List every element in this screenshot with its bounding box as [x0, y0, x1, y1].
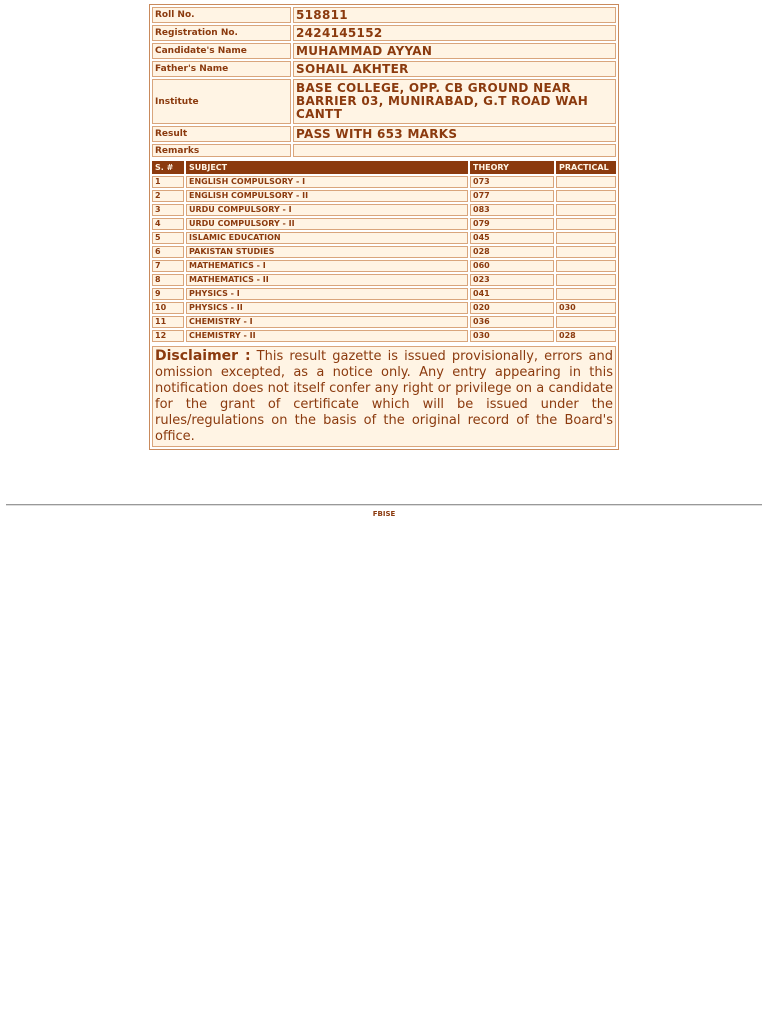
registration-row [152, 25, 616, 41]
candidate-name-row [152, 43, 616, 59]
row-practical [556, 260, 616, 272]
registration-value: 2424145152 [293, 25, 616, 41]
row-theory: 041 [470, 288, 554, 300]
row-theory: 077 [470, 190, 554, 202]
row-theory: 028 [470, 246, 554, 258]
row-practical [556, 316, 616, 328]
marks-row [152, 218, 616, 230]
marks-row [152, 274, 616, 286]
row-practical [556, 288, 616, 300]
marks-row [152, 176, 616, 188]
marks-row [152, 246, 616, 258]
disclaimer-title: Disclaimer : [155, 348, 251, 364]
row-sno: 12 [152, 330, 184, 342]
row-practical [556, 204, 616, 216]
row-subject: PHYSICS - I [186, 288, 468, 300]
row-practical [556, 232, 616, 244]
result-label: Result [152, 126, 291, 142]
candidate-name-value: MUHAMMAD AYYAN [293, 43, 616, 59]
row-subject: ENGLISH COMPULSORY - I [186, 176, 468, 188]
marks-header-row [152, 161, 616, 174]
header-sno: S. # [152, 161, 184, 174]
row-subject: CHEMISTRY - II [186, 330, 468, 342]
row-practical [556, 176, 616, 188]
result-value: PASS WITH 653 MARKS [293, 126, 616, 142]
row-subject: URDU COMPULSORY - I [186, 204, 468, 216]
row-practical: 030 [556, 302, 616, 314]
father-name-label: Father's Name [152, 61, 291, 77]
registration-label: Registration No. [152, 25, 291, 41]
disclaimer [152, 346, 616, 447]
row-subject: PAKISTAN STUDIES [186, 246, 468, 258]
row-sno: 8 [152, 274, 184, 286]
row-practical [556, 190, 616, 202]
disclaimer-text: This result gazette is issued provisionally, errors and omission excepted, as a notice only. Any entry appearing in this notification does not itself confer any right or privilege on a candidate for the grant of certificate which will be issued under the rules/regulations on the basis of the original record of the Board's office. [155, 349, 613, 444]
row-sno: 2 [152, 190, 184, 202]
roll-label: Roll No. [152, 7, 291, 23]
marks-row [152, 330, 616, 342]
remarks-label: Remarks [152, 144, 291, 157]
roll-row [152, 7, 616, 23]
row-subject: MATHEMATICS - II [186, 274, 468, 286]
row-sno: 3 [152, 204, 184, 216]
row-sno: 7 [152, 260, 184, 272]
marks-table [150, 159, 618, 344]
row-subject: ISLAMIC EDUCATION [186, 232, 468, 244]
father-name-row [152, 61, 616, 77]
row-sno: 11 [152, 316, 184, 328]
row-subject: MATHEMATICS - I [186, 260, 468, 272]
remarks-row [152, 144, 616, 157]
header-practical: PRACTICAL [556, 161, 616, 174]
row-theory: 073 [470, 176, 554, 188]
roll-value: 518811 [293, 7, 616, 23]
row-theory: 023 [470, 274, 554, 286]
remarks-value [293, 144, 616, 157]
row-subject: ENGLISH COMPULSORY - II [186, 190, 468, 202]
row-subject: URDU COMPULSORY - II [186, 218, 468, 230]
row-theory: 020 [470, 302, 554, 314]
row-sno: 4 [152, 218, 184, 230]
header-subject: SUBJECT [186, 161, 468, 174]
footer-divider [6, 504, 762, 506]
row-theory: 079 [470, 218, 554, 230]
header-theory: THEORY [470, 161, 554, 174]
row-practical [556, 218, 616, 230]
father-name-value: SOHAIL AKHTER [293, 61, 616, 77]
marks-row [152, 190, 616, 202]
row-theory: 030 [470, 330, 554, 342]
row-subject: CHEMISTRY - I [186, 316, 468, 328]
institute-row [152, 79, 616, 124]
row-theory: 036 [470, 316, 554, 328]
result-card [149, 4, 619, 450]
marks-row [152, 260, 616, 272]
row-subject: PHYSICS - II [186, 302, 468, 314]
footer-brand: FBISE [372, 510, 396, 518]
candidate-name-label: Candidate's Name [152, 43, 291, 59]
row-sno: 6 [152, 246, 184, 258]
marks-row [152, 204, 616, 216]
marks-row [152, 316, 616, 328]
student-info-table [150, 5, 618, 159]
row-theory: 083 [470, 204, 554, 216]
institute-value: BASE COLLEGE, OPP. CB GROUND NEAR BARRIER 03, MUNIRABAD, G.T ROAD WAH CANTT [293, 79, 616, 124]
marks-row [152, 302, 616, 314]
row-sno: 10 [152, 302, 184, 314]
row-practical [556, 274, 616, 286]
row-sno: 9 [152, 288, 184, 300]
marks-row [152, 288, 616, 300]
row-theory: 060 [470, 260, 554, 272]
row-theory: 045 [470, 232, 554, 244]
row-sno: 5 [152, 232, 184, 244]
result-row [152, 126, 616, 142]
row-practical [556, 246, 616, 258]
institute-label: Institute [152, 79, 291, 124]
row-practical: 028 [556, 330, 616, 342]
row-sno: 1 [152, 176, 184, 188]
marks-row [152, 232, 616, 244]
